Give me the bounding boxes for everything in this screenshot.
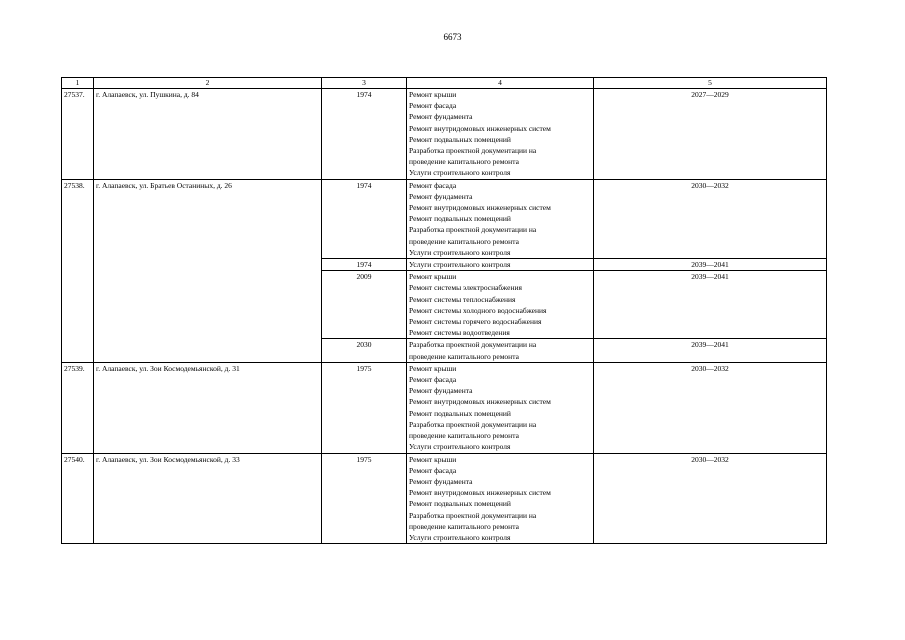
work-item: Ремонт крыши <box>409 90 457 99</box>
header-cell: 3 <box>322 78 407 89</box>
repair-schedule-table <box>61 77 827 544</box>
year-cell: 1975 <box>322 453 407 544</box>
building-address: г. Алапаевск, ул. Братьев Останиных, д. 26 <box>94 179 322 362</box>
year-cell: 2030 <box>322 339 407 362</box>
work-item: Услуги строительного контроля <box>409 168 511 178</box>
work-item: Ремонт системы электроснабжения <box>409 283 522 293</box>
table-row <box>62 362 827 453</box>
work-item: Ремонт системы горячего водоснабжения <box>409 317 542 327</box>
period-cell: 2030—2032 <box>594 362 827 453</box>
work-item: проведение капитального ремонта <box>409 431 519 441</box>
work-item: Ремонт крыши <box>409 272 457 282</box>
work-item: Ремонт фасада <box>409 465 457 475</box>
work-item: Ремонт внутридомовых инженерных систем <box>409 488 551 498</box>
building-number: 27537. <box>62 89 94 180</box>
building-address: г. Алапаевск, ул. Зои Космодемьянской, д. 31 <box>94 362 322 453</box>
work-item: Ремонт фундамента <box>409 112 473 122</box>
building-address: г. Алапаевск, ул. Пушкина, д. 84 <box>94 89 322 180</box>
work-item: Разработка проектной документации на <box>409 146 537 156</box>
work-item: Ремонт внутридомовых инженерных систем <box>409 123 551 133</box>
works-cell <box>407 89 594 180</box>
work-item: Ремонт подвальных помещений <box>409 134 511 144</box>
works-cell <box>407 453 594 544</box>
year-cell: 1975 <box>322 362 407 453</box>
page-number: 6673 <box>443 32 462 42</box>
work-item: Разработка проектной документации на <box>409 419 537 429</box>
work-item: Ремонт подвальных помещений <box>409 408 511 418</box>
work-item: проведение капитального ремонта <box>409 521 519 531</box>
year-cell: 1974 <box>322 179 407 258</box>
building-number: 27539. <box>62 362 94 453</box>
work-item: Ремонт системы теплоснабжения <box>409 294 516 304</box>
works-cell <box>407 259 594 271</box>
table-row <box>62 89 827 180</box>
period-cell: 2030—2032 <box>594 179 827 258</box>
works-cell <box>407 362 594 453</box>
work-item: Услуги строительного контроля <box>409 247 511 257</box>
work-item: Ремонт фундамента <box>409 386 473 396</box>
work-item: Разработка проектной документации на <box>409 510 537 520</box>
work-item: Услуги строительного контроля <box>409 442 511 452</box>
year-cell: 2009 <box>322 271 407 339</box>
period-cell: 2039—2041 <box>594 259 827 271</box>
header-cell: 4 <box>407 78 594 89</box>
work-item: проведение капитального ремонта <box>409 351 519 361</box>
works-cell <box>407 271 594 339</box>
work-item: Ремонт фундамента <box>409 191 473 201</box>
period-cell: 2039—2041 <box>594 271 827 339</box>
year-cell: 1974 <box>322 259 407 271</box>
work-item: Услуги строительного контроля <box>409 532 511 542</box>
work-item: Ремонт системы водоотведения <box>409 328 510 338</box>
works-cell <box>407 339 594 362</box>
table-row <box>62 179 827 258</box>
work-item: Услуги строительного контроля <box>409 260 511 270</box>
work-item: проведение капитального ремонта <box>409 157 519 167</box>
work-item: Ремонт внутридомовых инженерных систем <box>409 397 551 407</box>
work-item: Ремонт крыши <box>409 363 457 373</box>
work-item: Ремонт системы холодного водоснабжения <box>409 305 547 315</box>
year-cell: 1974 <box>322 89 407 180</box>
header-cell: 2 <box>94 78 322 89</box>
work-item: Ремонт крыши <box>409 454 457 464</box>
work-item: Разработка проектной документации на <box>409 340 537 350</box>
header-row <box>62 78 827 89</box>
period-cell: 2030—2032 <box>594 453 827 544</box>
period-cell: 2039—2041 <box>594 339 827 362</box>
header-cell: 5 <box>594 78 827 89</box>
work-item: Разработка проектной документации на <box>409 225 537 235</box>
work-item: проведение капитального ремонта <box>409 236 519 246</box>
work-item: Ремонт внутридомовых инженерных систем <box>409 203 551 213</box>
work-item: Ремонт фасада <box>409 101 457 111</box>
header-cell: 1 <box>62 78 94 89</box>
building-address: г. Алапаевск, ул. Зои Космодемьянской, д. 33 <box>94 453 322 544</box>
work-item: Ремонт фундамента <box>409 476 473 486</box>
work-item: Ремонт фасада <box>409 375 457 385</box>
work-item: Ремонт фасада <box>409 180 457 190</box>
period-cell: 2027—2029 <box>594 89 827 180</box>
works-cell <box>407 179 594 258</box>
work-item: Ремонт подвальных помещений <box>409 499 511 509</box>
building-number: 27540. <box>62 453 94 544</box>
work-item: Ремонт подвальных помещений <box>409 214 511 224</box>
table-body <box>62 89 827 544</box>
building-number: 27538. <box>62 179 94 362</box>
table-row <box>62 453 827 544</box>
